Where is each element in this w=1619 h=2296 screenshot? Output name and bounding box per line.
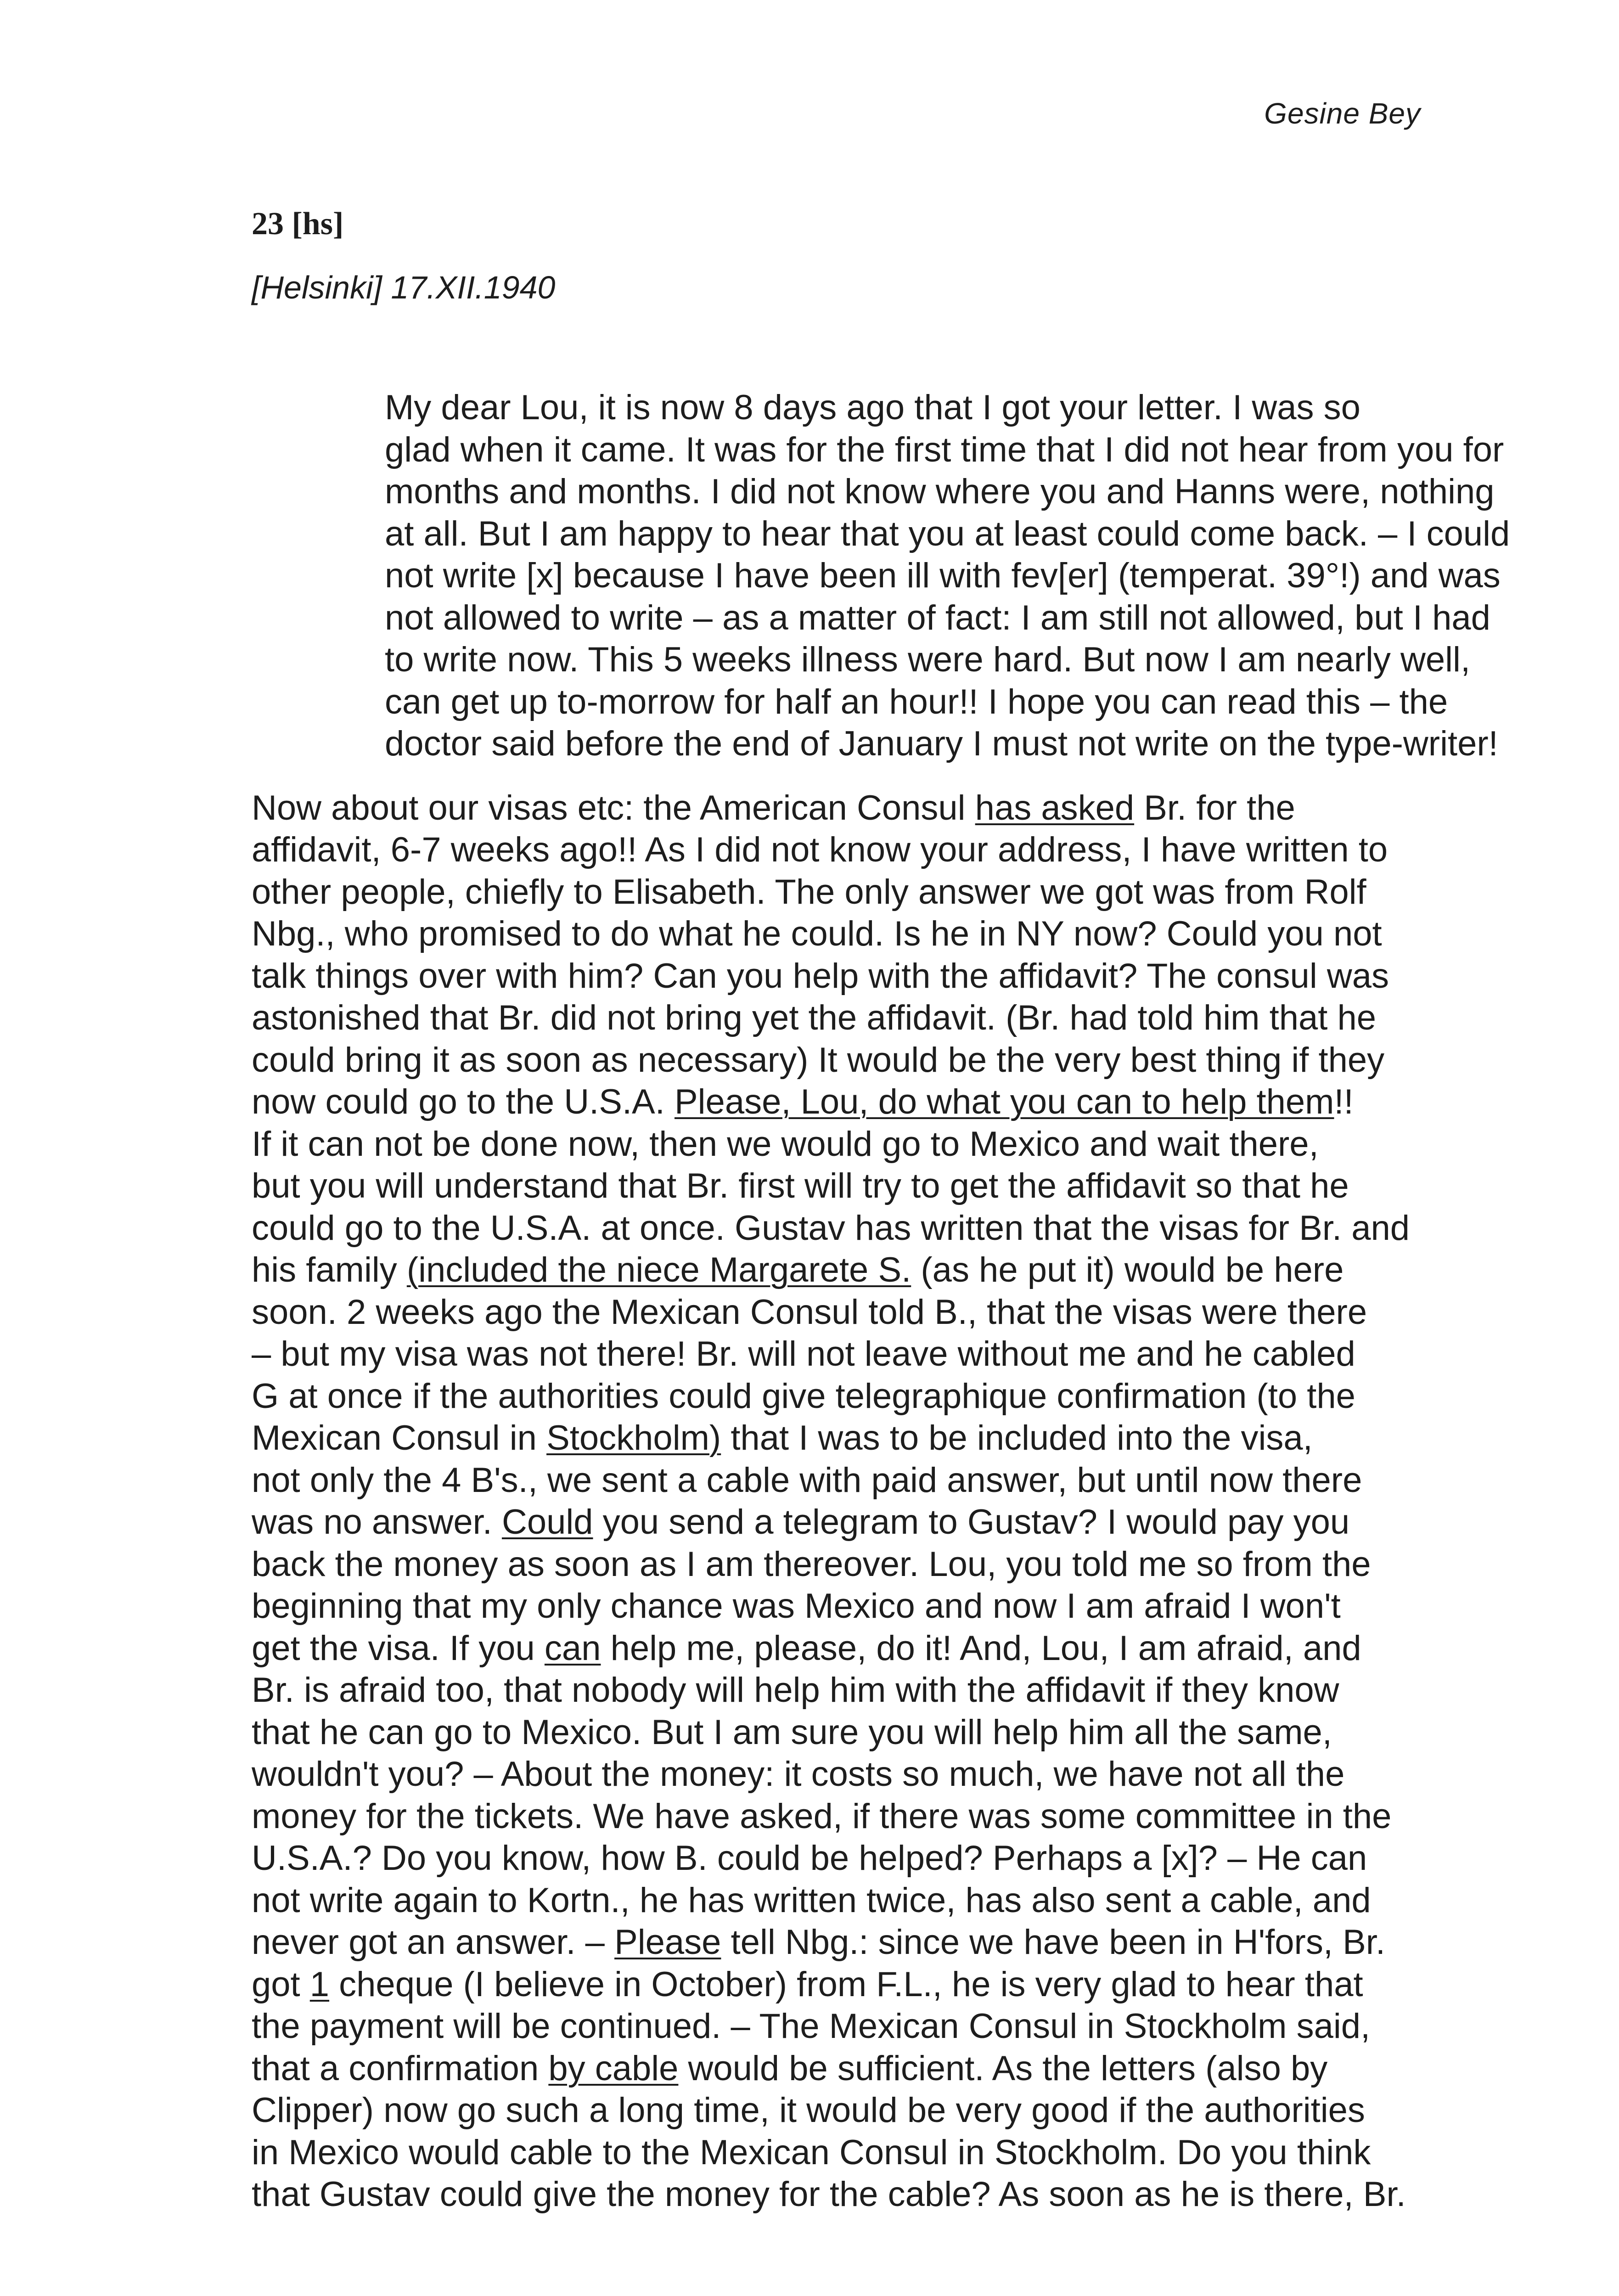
text-line: that he can go to Mexico. But I am sure you will help him all the same, — [252, 1712, 1332, 1752]
text-line: beginning that my only chance was Mexico and now I am afraid I won't — [252, 1587, 1341, 1626]
text-line: his family (included the niece Margarete S. (as he put it) would be here — [252, 1250, 1344, 1289]
letter-place-date: [Helsinki] 17.XII.1940 — [252, 270, 556, 305]
text-line: to write now. This 5 weeks illness were hard. But now I am nearly well, — [385, 640, 1471, 679]
text-line: the payment will be continued. – The Mexican Consul in Stockholm said, — [252, 2007, 1371, 2046]
text-line: – but my visa was not there! Br. will not leave without me and he cabled — [252, 1334, 1355, 1373]
text-line: that Gustav could give the money for the cable? As soon as he is there, Br. — [252, 2175, 1406, 2214]
text-line: not write [x] because I have been ill with fev[er] (temperat. 39°!) and was — [385, 556, 1501, 595]
text-line: glad when it came. It was for the first time that I did not hear from you for — [385, 430, 1504, 469]
letter-body — [252, 387, 1510, 2216]
text-line: money for the tickets. We have asked, if there was some committee in the — [252, 1796, 1392, 1836]
underlined-text: by cable — [548, 2048, 679, 2088]
underlined-text: Please, Lou, do what you can to help them — [674, 1082, 1334, 1121]
text-line: Clipper) now go such a long time, it would be very good if the authorities — [252, 2091, 1365, 2130]
text-line: get the visa. If you can help me, please, do it! And, Lou, I am afraid, and — [252, 1628, 1361, 1668]
underlined-text: has asked — [975, 788, 1135, 827]
underlined-text: Stockholm) — [546, 1418, 721, 1458]
text-line: Mexican Consul in Stockholm) that I was to be included into the visa, — [252, 1418, 1313, 1458]
text-line: Now about our visas etc: the American Consul has asked Br. for the — [252, 788, 1295, 827]
text-line: in Mexico would cable to the Mexican Consul in Stockholm. Do you think — [252, 2133, 1371, 2172]
underlined-text: Please — [614, 1923, 721, 1962]
text-line: can get up to-morrow for half an hour!! I hope you can read this – the — [385, 682, 1448, 721]
text-line: astonished that Br. did not bring yet the affidavit. (Br. had told him that he — [252, 998, 1376, 1037]
text-line: G at once if the authorities could give telegraphique confirmation (to the — [252, 1376, 1355, 1416]
text-line: If it can not be done now, then we would go to Mexico and wait there, — [252, 1124, 1319, 1164]
text-line: was no answer. Could you send a telegram to Gustav? I would pay you — [252, 1503, 1350, 1542]
text-line: soon. 2 weeks ago the Mexican Consul told B., that the visas were there — [252, 1292, 1367, 1332]
text-line: affidavit, 6-7 weeks ago!! As I did not know your address, I have written to — [252, 830, 1388, 869]
text-line: Br. is afraid too, that nobody will help him with the affidavit if they know — [252, 1671, 1339, 1710]
text-line: could go to the U.S.A. at once. Gustav has written that the visas for Br. and — [252, 1208, 1410, 1248]
text-line: wouldn't you? – About the money: it costs so much, we have not all the — [252, 1755, 1345, 1794]
underlined-text: can — [544, 1628, 601, 1668]
running-header: Gesine Bey — [1264, 97, 1421, 130]
text-line: at all. But I am happy to hear that you at least could come back. – I could — [385, 514, 1510, 553]
text-line: Nbg., who promised to do what he could. Is he in NY now? Could you not — [252, 914, 1382, 953]
text-line: never got an answer. – Please tell Nbg.: since we have been in H'fors, Br. — [252, 1923, 1386, 1962]
text-line: talk things over with him? Can you help with the affidavit? The consul was — [252, 956, 1389, 996]
text-line: not only the 4 B's., we sent a cable with paid answer, but until now there — [252, 1460, 1362, 1500]
text-line: that a confirmation by cable would be sufficient. As the letters (also by — [252, 2048, 1328, 2088]
text-line: not write again to Kortn., he has written twice, has also sent a cable, and — [252, 1880, 1371, 1920]
paragraph-2 — [252, 787, 1418, 2216]
text-line: U.S.A.? Do you know, how B. could be helped? Perhaps a [x]? – He can — [252, 1839, 1367, 1878]
text-line: other people, chiefly to Elisabeth. The only answer we got was from Rolf — [252, 872, 1366, 912]
paragraph-1 — [252, 387, 1510, 765]
text-line: but you will understand that Br. first will try to get the affidavit so that he — [252, 1166, 1349, 1205]
letter-number: 23 [hs] — [252, 206, 344, 242]
text-line: months and months. I did not know where you and Hanns were, nothing — [385, 472, 1495, 511]
text-line: not allowed to write – as a matter of fact: I am still not allowed, but I had — [385, 598, 1490, 637]
underlined-text: 1 — [309, 1964, 330, 2004]
underlined-text: (included the niece Margarete S. — [406, 1250, 911, 1289]
text-line: got 1 cheque (I believe in October) from F.L., he is very glad to hear that — [252, 1964, 1363, 2004]
underlined-text: Could — [501, 1503, 593, 1542]
text-line: My dear Lou, it is now 8 days ago that I got your letter. I was so — [385, 388, 1360, 427]
text-line: doctor said before the end of January I must not write on the type-writer! — [385, 724, 1498, 763]
text-line: back the money as soon as I am thereover. Lou, you told me so from the — [252, 1544, 1371, 1584]
text-line: now could go to the U.S.A. Please, Lou, do what you can to help them!! — [252, 1082, 1354, 1121]
text-line: could bring it as soon as necessary) It would be the very best thing if they — [252, 1040, 1385, 1080]
